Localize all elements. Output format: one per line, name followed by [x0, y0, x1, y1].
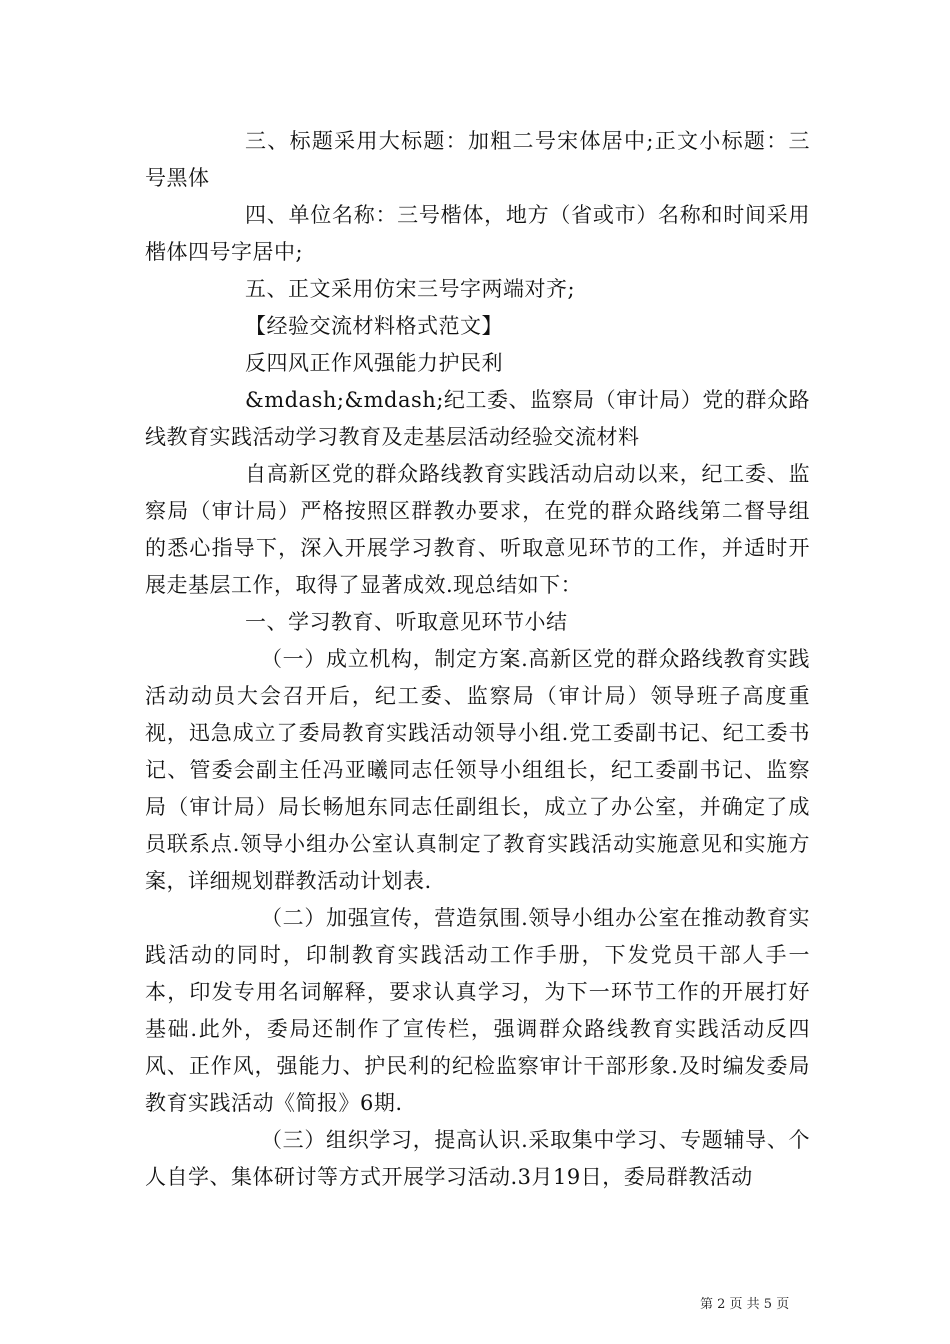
- page-number: 第 2 页 共 5 页: [700, 1297, 790, 1312]
- sample-title: 反四风正作风强能力护民利: [245, 351, 503, 375]
- paragraph-unit-name-format: 四、单位名称：三号楷体，地方（省或市）名称和时间采用楷体四号字居中;: [145, 203, 810, 264]
- sample-subtitle: &mdash;&mdash;纪工委、监察局（审计局）党的群众路线教育实践活动学习教育及走基层活动经验交流材料: [145, 388, 810, 449]
- paragraph-body-format: 五、正文采用仿宋三号字两端对齐;: [245, 277, 576, 301]
- paragraph-section-1-1: （一）成立机构，制定方案.高新区党的群众路线教育实践活动动员大会召开后，纪工委、监察局（审计局）领导班子高度重视，迅急成立了委局教育实践活动领导小组.党工委副书记、纪工委书记、管委会副主任冯亚曦同志任领导小组组长，纪工委副书记、监察局（审计局）局长畅旭东同志任副组长，成立了办公室，并确定了成员联系点.领导小组办公室认真制定了教育实践活动实施意见和实施方案，详细规划群教活动计划表.: [145, 647, 810, 893]
- paragraph-intro: 自高新区党的群众路线教育实践活动启动以来，纪工委、监察局（审计局）严格按照区群教办要求，在党的群众路线第二督导组的悉心指导下，深入开展学习教育、听取意见环节的工作，并适时开展走基层工作，取得了显著成效.现总结如下：: [145, 462, 810, 597]
- document-body: [145, 123, 810, 1196]
- section-heading-sample: 【经验交流材料格式范文】: [245, 314, 503, 338]
- paragraph-section-1-2: （二）加强宣传，营造氛围.领导小组办公室在推动教育实践活动的同时，印制教育实践活动工作手册，下发党员干部人手一本，印发专用名词解释，要求认真学习，为下一环节工作的开展打好基础.此外，委局还制作了宣传栏，强调群众路线教育实践活动反四风、正作风，强能力、护民利的纪检监察审计干部形象.及时编发委局教育实践活动《简报》6期.: [145, 906, 810, 1115]
- paragraph-section-1-3: （三）组织学习，提高认识.采取集中学习、专题辅导、个人自学、集体研讨等方式开展学习活动.3月19日，委局群教活动: [145, 1128, 810, 1189]
- section-heading-1: 一、学习教育、听取意见环节小结: [245, 610, 568, 634]
- paragraph-title-format: 三、标题采用大标题：加粗二号宋体居中;正文小标题：三号黑体: [145, 129, 810, 190]
